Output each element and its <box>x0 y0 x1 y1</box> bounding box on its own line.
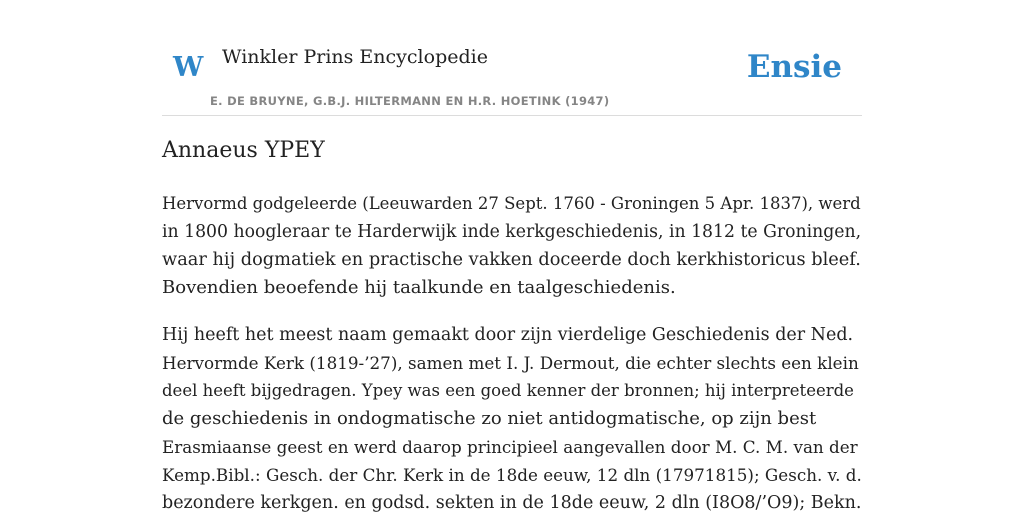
publication-authors: E. DE BRUYNE, G.B.J. HILTERMANN EN H.R. HOETINK (1947) <box>210 94 610 108</box>
publication-logo[interactable]: W <box>173 52 204 83</box>
page-header <box>162 40 862 116</box>
paragraph-line: Kemp.Bibl.: Gesch. der Chr. Kerk in de 18de eeuw, 12 dln (17971815); Gesch. v. d. <box>162 464 862 485</box>
paragraph-line: deel heeft bijgedragen. Ypey was een goed kenner der bronnen; hij interpreteerde <box>162 380 854 400</box>
article-paragraph <box>162 190 862 302</box>
article-title: Annaeus YPEY <box>162 138 325 163</box>
paragraph-line: Erasmiaanse geest en werd daarop principieel aangevallen door M. C. M. van der <box>162 436 858 457</box>
paragraph-line: Hervormde Kerk (1819-’27), samen met I. J. Dermout, die echter slechts een klein <box>162 352 859 373</box>
paragraph-line: bezondere kerkgen. en godsd. sekten in de 18de eeuw, 2 dln (I8O8/’O9); Bekn. <box>162 492 862 512</box>
paragraph-line: de geschiedenis in ondogmatische zo niet antidogmatische, op zijn best <box>162 407 817 429</box>
paragraph-line: waar hij dogmatiek en practische vakken doceerde doch kerkhistoricus bleef. <box>162 249 861 270</box>
ensie-logo[interactable]: Ensie <box>746 49 842 85</box>
paragraph-line: Bovendien beoefende hij taalkunde en taalgeschiedenis. <box>162 276 676 298</box>
publication-title[interactable]: Winkler Prins Encyclopedie <box>222 46 488 68</box>
article <box>162 137 862 512</box>
article-paragraph <box>162 321 862 512</box>
paragraph-line: in 1800 hoogleraar te Harderwijk inde kerkgeschiedenis, in 1812 te Groningen, <box>162 221 862 242</box>
paragraph-line: Hervormd godgeleerde (Leeuwarden 27 Sept. 1760 - Groningen 5 Apr. 1837), werd <box>162 193 861 213</box>
paragraph-line: Hij heeft het meest naam gemaakt door zijn vierdelige Geschiedenis der Ned. <box>162 324 854 345</box>
